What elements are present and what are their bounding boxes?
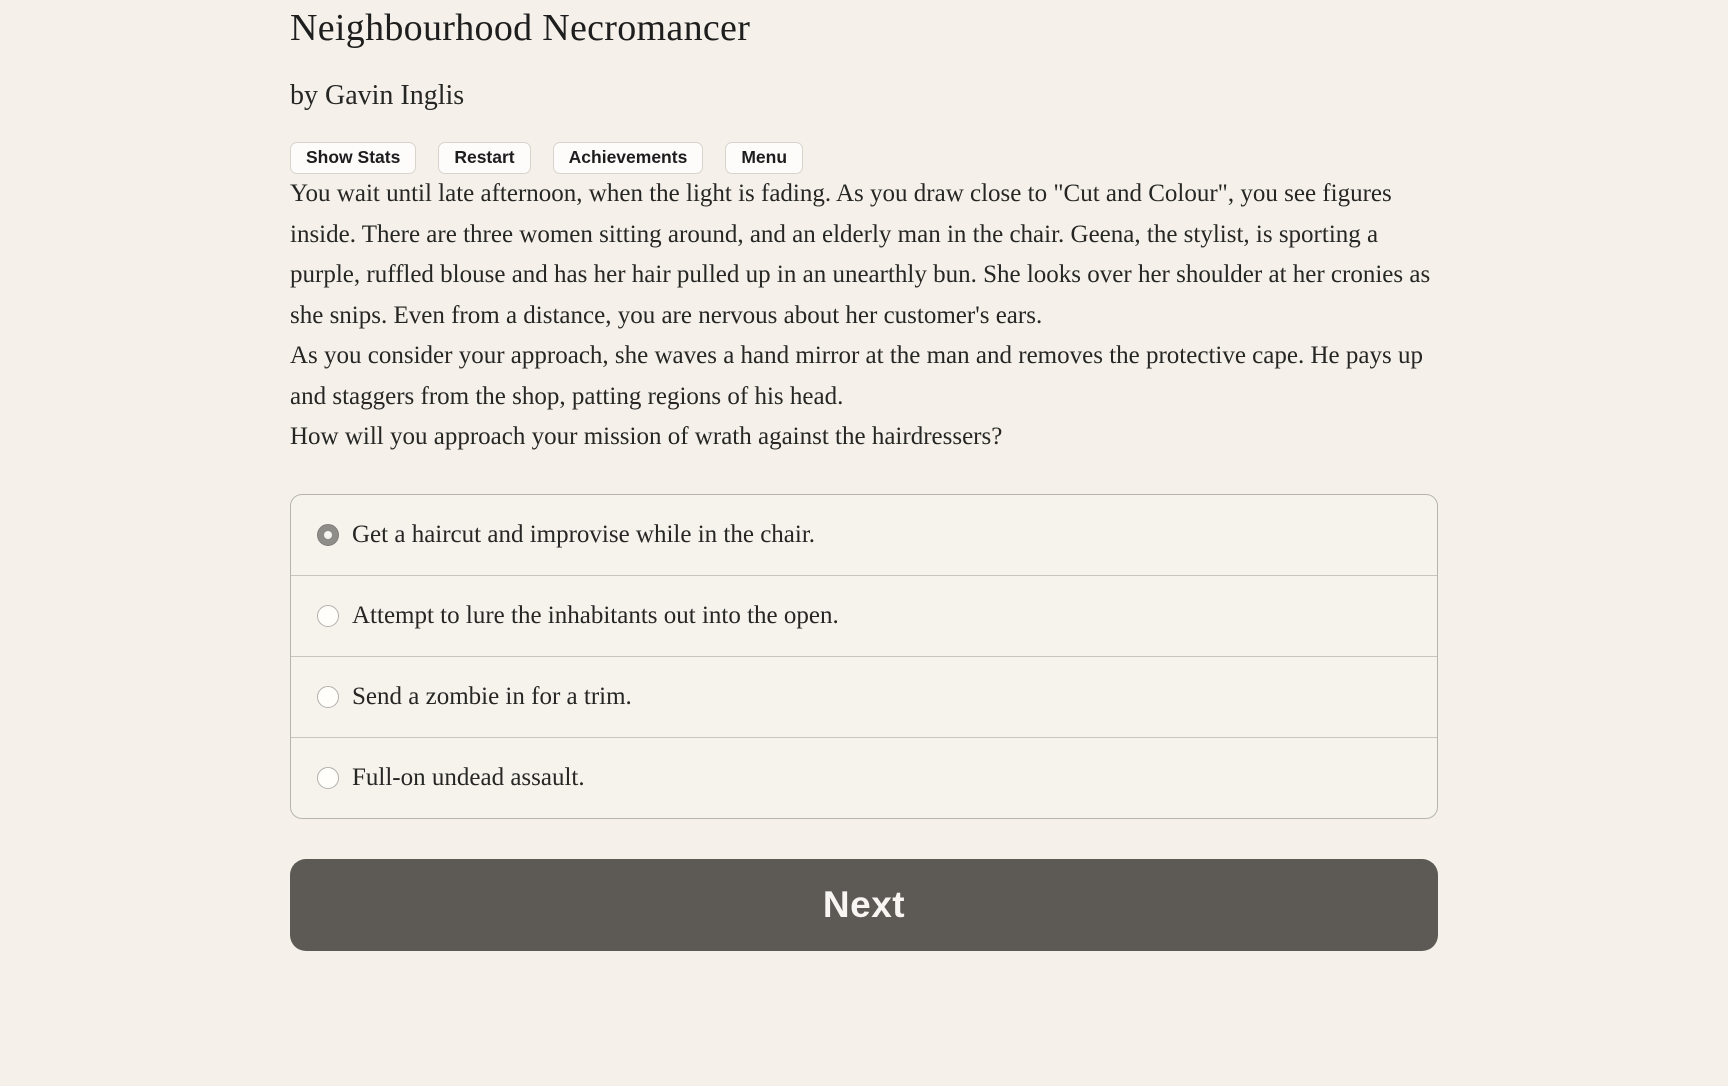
achievements-button[interactable]: Achievements (553, 142, 704, 174)
choice-label: Attempt to lure the inhabitants out into the open. (352, 601, 839, 629)
toolbar (290, 142, 1438, 174)
choice-label: Send a zombie in for a trim. (352, 682, 632, 710)
radio-unselected-icon[interactable] (317, 767, 339, 789)
choice-option-2[interactable] (291, 575, 1437, 656)
restart-button[interactable]: Restart (438, 142, 530, 174)
show-stats-button[interactable]: Show Stats (290, 142, 416, 174)
menu-button[interactable]: Menu (725, 142, 803, 174)
next-button[interactable]: Next (290, 859, 1438, 951)
choice-label: Get a haircut and improvise while in the chair. (352, 520, 816, 548)
radio-selected-icon[interactable] (317, 524, 339, 546)
choice-option-3[interactable] (291, 656, 1437, 737)
choice-option-4[interactable] (291, 737, 1437, 818)
story-paragraph: You wait until late afternoon, when the light is fading. As you draw close to "Cut and Colour", you see figures inside. There are three women sitting around, and an elderly man in the chair. Geena, the stylist, is sporting a purple, ruffled blouse and has her hair pulled up in an unearthly bun. She looks over her shoulder at her cronies as she snips. Even from a distance, you are nervous about her customer's ears. (290, 180, 1431, 329)
game-page (290, 6, 1438, 951)
radio-unselected-icon[interactable] (317, 605, 339, 627)
choice-label: Full-on undead assault. (352, 763, 585, 791)
radio-unselected-icon[interactable] (317, 686, 339, 708)
author-byline: by Gavin Inglis (290, 80, 465, 111)
question-text: How will you approach your mission of wrath against the hairdressers? (290, 423, 1003, 450)
story-paragraph: As you consider your approach, she waves a hand mirror at the man and removes the protective cape. He pays up and staggers from the shop, patting regions of his head. (290, 342, 1423, 410)
choice-option-1[interactable] (291, 495, 1437, 575)
story-text (290, 174, 1438, 458)
choices-list (290, 494, 1438, 819)
page-title: Neighbourhood Necromancer (290, 7, 751, 49)
